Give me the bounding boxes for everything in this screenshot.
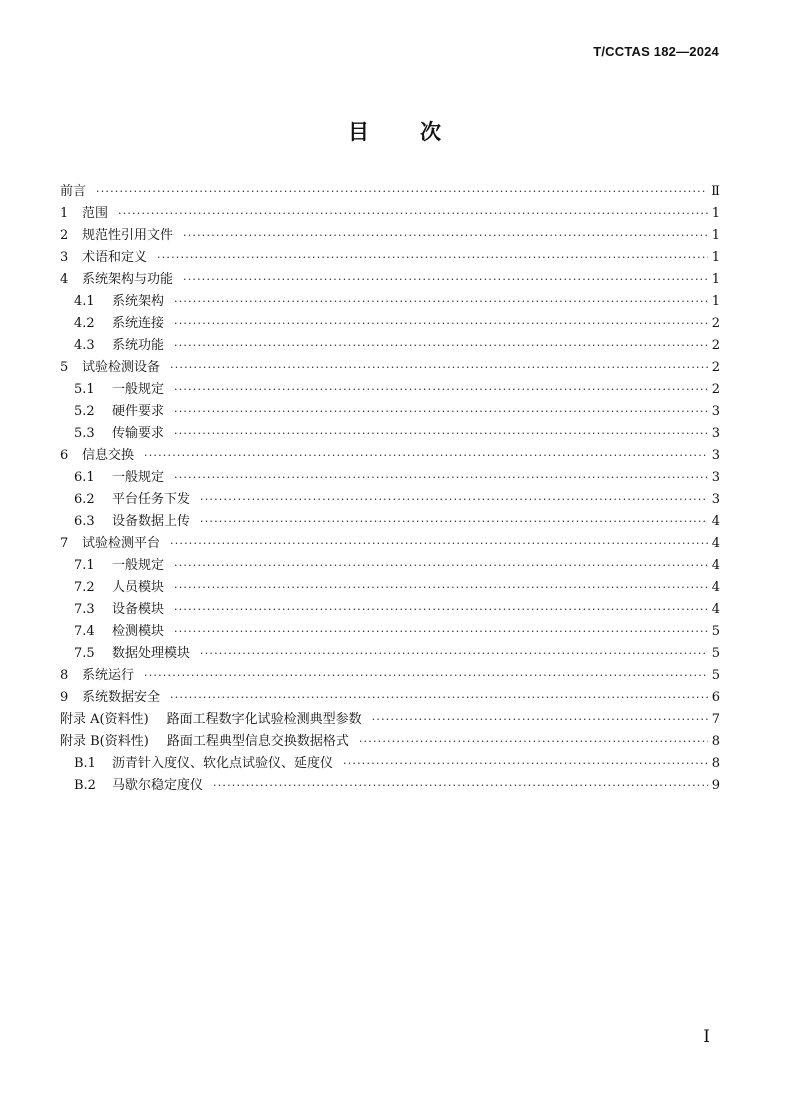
toc-entry-page: 2 <box>711 382 720 397</box>
toc-dot-leader <box>174 291 708 313</box>
toc-entry-label: 试验检测设备 <box>82 360 161 375</box>
toc-entry-page: 3 <box>711 448 720 463</box>
toc-entry[interactable] <box>60 445 720 467</box>
toc-entry-label: 系统架构 <box>112 294 165 309</box>
toc-entry-number: 5.2 <box>74 404 95 419</box>
toc-entry-page: 5 <box>711 624 720 639</box>
toc-entry-label: 检测模块 <box>112 624 165 639</box>
toc-dot-leader <box>157 247 708 269</box>
toc-entry-page: 1 <box>711 228 720 243</box>
toc-entry[interactable] <box>60 665 720 687</box>
toc-dot-leader <box>174 621 708 643</box>
toc-entry[interactable] <box>60 401 720 423</box>
toc-entry[interactable] <box>60 621 720 643</box>
toc-entry-label: 系统功能 <box>112 338 165 353</box>
toc-entry[interactable] <box>60 599 720 621</box>
toc-entry-page: 3 <box>711 426 720 441</box>
toc-entry-label: 路面工程典型信息交换数据格式 <box>166 734 349 749</box>
toc-entry-number: B.1 <box>74 756 96 771</box>
toc-entry-label: 传输要求 <box>112 426 165 441</box>
toc-entry[interactable] <box>60 181 720 203</box>
toc-entry-page: 7 <box>711 712 720 727</box>
toc-entry-label: 设备模块 <box>112 602 165 617</box>
page-title <box>0 116 790 146</box>
toc-entry[interactable] <box>60 269 720 291</box>
toc-dot-leader <box>144 665 708 687</box>
toc-entry[interactable] <box>60 753 720 775</box>
toc-entry-label: 前言 <box>60 184 87 199</box>
toc-dot-leader <box>170 687 708 709</box>
toc-entry[interactable] <box>60 709 720 731</box>
toc-dot-leader <box>174 335 708 357</box>
toc-entry-number: 7.4 <box>74 624 95 639</box>
toc-entry-page: 4 <box>711 514 720 529</box>
toc-entry[interactable] <box>60 423 720 445</box>
toc-entry-label: 术语和定义 <box>82 250 148 265</box>
toc-entry[interactable] <box>60 643 720 665</box>
toc-entry-label: 系统数据安全 <box>82 690 161 705</box>
toc-entry-number: 5 <box>60 360 69 375</box>
toc-entry-label: 硬件要求 <box>112 404 165 419</box>
toc-entry[interactable] <box>60 335 720 357</box>
toc-dot-leader <box>343 753 708 775</box>
toc-entry-label: 平台任务下发 <box>112 492 191 507</box>
toc-dot-leader <box>213 775 708 797</box>
toc-entry-label: 系统运行 <box>82 668 135 683</box>
toc-entry-number: 9 <box>60 690 69 705</box>
toc-entry-label: 规范性引用文件 <box>82 228 174 243</box>
toc-dot-leader <box>144 445 708 467</box>
toc-dot-leader <box>174 467 708 489</box>
toc-entry-page: 2 <box>711 316 720 331</box>
toc-entry-number: 6.2 <box>74 492 95 507</box>
toc-entry-number: 3 <box>60 250 69 265</box>
toc-entry-label: 设备数据上传 <box>112 514 191 529</box>
toc-entry-number: 4.2 <box>74 316 95 331</box>
toc-entry-label: 信息交换 <box>82 448 135 463</box>
toc-entry-number: 附录 B(资料性) <box>60 734 149 749</box>
toc-dot-leader <box>96 181 707 203</box>
toc-entry-page: 9 <box>711 778 720 793</box>
toc-entry-label: 马歇尔稳定度仪 <box>112 778 204 793</box>
toc-entry-page: 2 <box>711 338 720 353</box>
toc-entry-number: B.2 <box>74 778 96 793</box>
toc-entry[interactable] <box>60 533 720 555</box>
toc-dot-leader <box>372 709 708 731</box>
toc-entry-page: 6 <box>711 690 720 705</box>
toc-entry[interactable] <box>60 247 720 269</box>
toc-entry-page: 4 <box>711 580 720 595</box>
toc-entry-number: 7.2 <box>74 580 95 595</box>
toc-dot-leader <box>200 643 708 665</box>
toc-entry-number: 6.3 <box>74 514 95 529</box>
toc-entry[interactable] <box>60 731 720 753</box>
toc-entry-page: 5 <box>711 646 720 661</box>
toc-dot-leader <box>183 225 708 247</box>
toc-entry[interactable] <box>60 775 720 797</box>
toc-entry-label: 沥青针入度仪、软化点试验仪、延度仪 <box>112 756 334 771</box>
toc-entry-number: 2 <box>60 228 69 243</box>
toc-entry-number: 4 <box>60 272 69 287</box>
toc-dot-leader <box>170 533 708 555</box>
toc-entry-page: 8 <box>711 734 720 749</box>
document-id: T/CCTAS 182—2024 <box>593 44 719 59</box>
toc-dot-leader <box>200 511 708 533</box>
toc-entry-number: 1 <box>60 206 69 221</box>
toc-entry-page: 2 <box>711 360 720 375</box>
toc-entry-page: 4 <box>711 558 720 573</box>
toc-entry-label: 人员模块 <box>112 580 165 595</box>
toc-entry-page: 4 <box>711 536 720 551</box>
toc-entry-page: 1 <box>711 250 720 265</box>
toc-entry-page: 3 <box>711 404 720 419</box>
toc-entry[interactable] <box>60 291 720 313</box>
toc-entry-label: 数据处理模块 <box>112 646 191 661</box>
title-part-2: 次 <box>420 119 442 144</box>
toc-entry-label: 范围 <box>82 206 109 221</box>
toc-dot-leader <box>118 203 708 225</box>
toc-entry-label: 试验检测平台 <box>82 536 161 551</box>
table-of-contents <box>60 181 720 797</box>
toc-entry-label: 一般规定 <box>112 470 165 485</box>
toc-entry-number: 4.3 <box>74 338 95 353</box>
toc-entry-number: 附录 A(资料性) <box>60 712 149 727</box>
toc-entry[interactable] <box>60 379 720 401</box>
toc-dot-leader <box>174 599 708 621</box>
toc-entry-page: 1 <box>711 272 720 287</box>
toc-dot-leader <box>170 357 708 379</box>
toc-entry-number: 6 <box>60 448 69 463</box>
toc-entry-page: 1 <box>711 294 720 309</box>
toc-dot-leader <box>200 489 708 511</box>
toc-entry-number: 5.3 <box>74 426 95 441</box>
title-part-1: 目 <box>348 119 370 144</box>
page-number: I <box>703 1027 710 1047</box>
toc-dot-leader <box>174 313 708 335</box>
toc-dot-leader <box>174 577 708 599</box>
toc-entry-label: 路面工程数字化试验检测典型参数 <box>166 712 362 727</box>
toc-entry-label: 系统架构与功能 <box>82 272 174 287</box>
toc-entry[interactable] <box>60 357 720 379</box>
toc-dot-leader <box>183 269 708 291</box>
toc-entry[interactable] <box>60 687 720 709</box>
toc-entry-number: 8 <box>60 668 69 683</box>
toc-dot-leader <box>174 423 708 445</box>
toc-dot-leader <box>174 401 708 423</box>
toc-entry[interactable] <box>60 555 720 577</box>
toc-entry[interactable] <box>60 511 720 533</box>
toc-entry[interactable] <box>60 313 720 335</box>
toc-entry-label: 一般规定 <box>112 382 165 397</box>
toc-entry[interactable] <box>60 467 720 489</box>
toc-entry-number: 4.1 <box>74 294 95 309</box>
toc-entry-label: 系统连接 <box>112 316 165 331</box>
toc-entry-label: 一般规定 <box>112 558 165 573</box>
toc-entry[interactable] <box>60 203 720 225</box>
toc-entry-number: 7.1 <box>74 558 95 573</box>
toc-entry-number: 7 <box>60 536 69 551</box>
toc-entry-page: 4 <box>711 602 720 617</box>
toc-dot-leader <box>359 731 708 753</box>
toc-entry-number: 5.1 <box>74 382 95 397</box>
toc-dot-leader <box>174 379 708 401</box>
toc-entry-page: 8 <box>711 756 720 771</box>
toc-entry-page: Ⅱ <box>711 184 720 199</box>
toc-entry-page: 3 <box>711 492 720 507</box>
toc-entry-number: 7.5 <box>74 646 95 661</box>
toc-entry[interactable] <box>60 225 720 247</box>
toc-entry-number: 7.3 <box>74 602 95 617</box>
toc-entry-page: 3 <box>711 470 720 485</box>
toc-entry[interactable] <box>60 489 720 511</box>
toc-entry-page: 5 <box>711 668 720 683</box>
toc-entry[interactable] <box>60 577 720 599</box>
toc-dot-leader <box>174 555 708 577</box>
toc-entry-page: 1 <box>711 206 720 221</box>
toc-entry-number: 6.1 <box>74 470 95 485</box>
